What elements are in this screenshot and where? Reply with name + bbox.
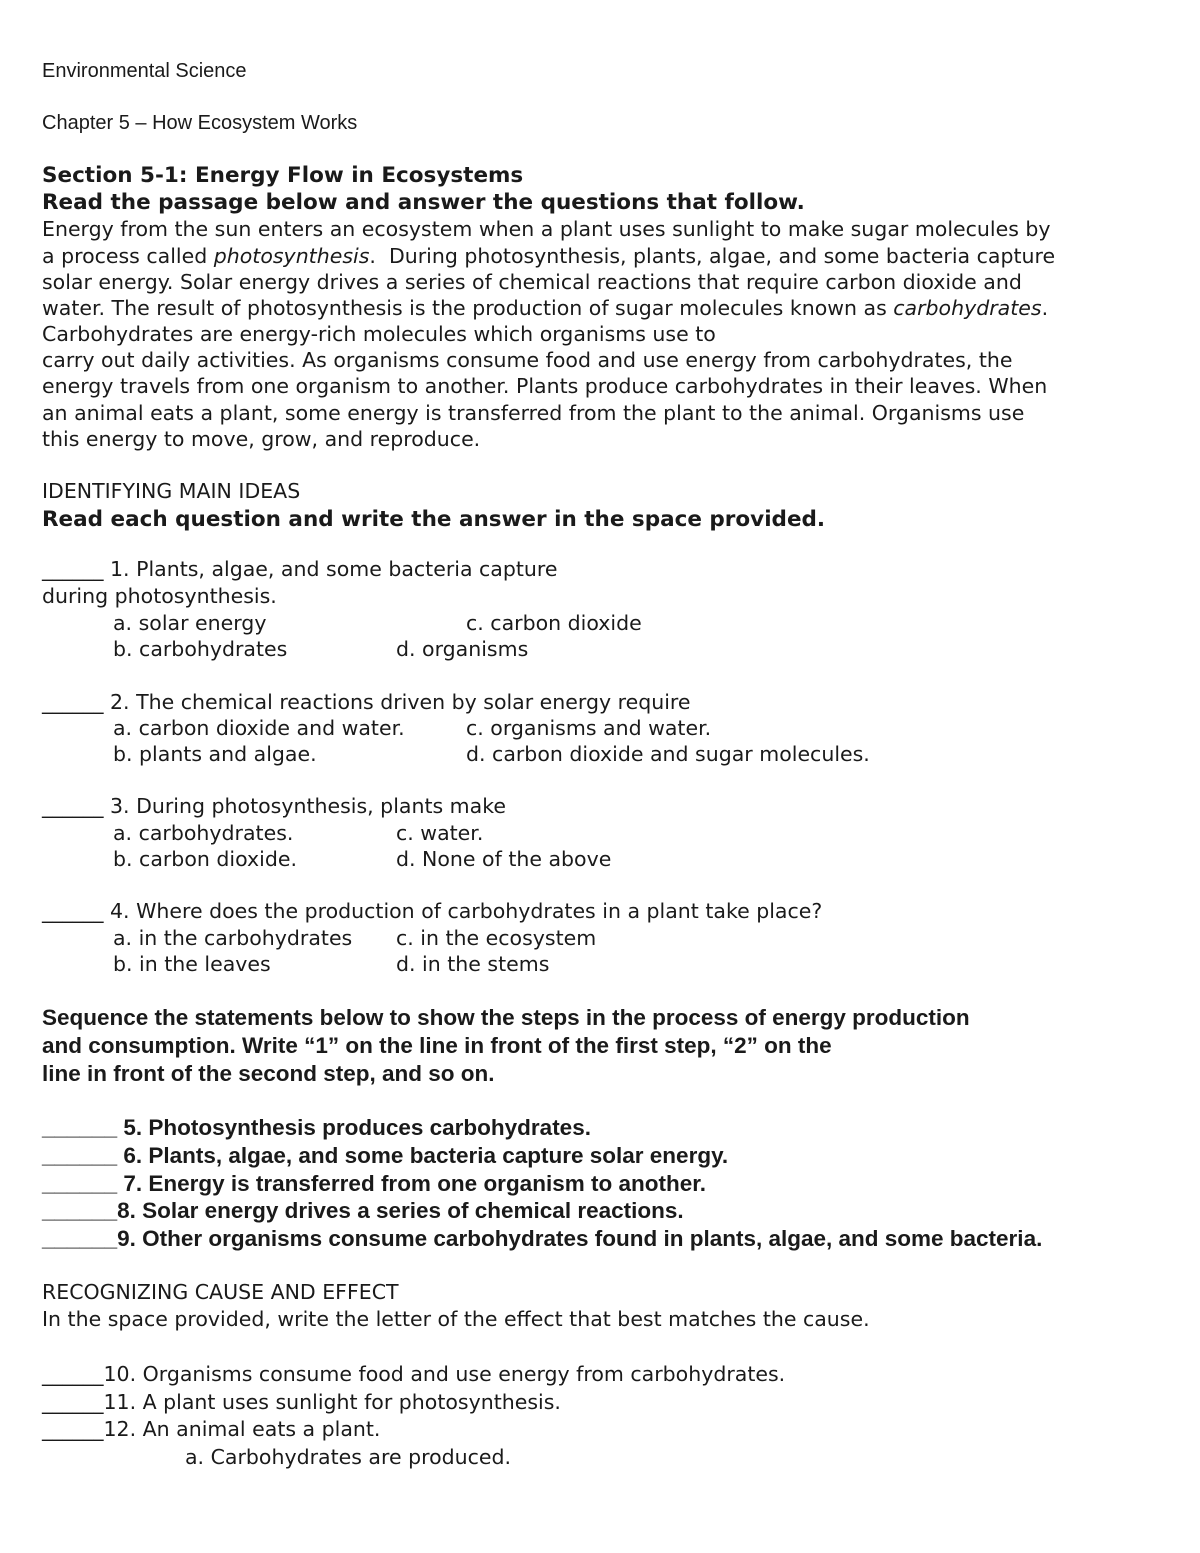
passage-line: an animal eats a plant, some energy is transferred from the plant to the animal. Organisms use [42, 401, 1025, 425]
section-title: Section 5-1: Energy Flow in Ecosystems [42, 163, 524, 188]
question-4-stem: ______ 4. Where does the production of carbohydrates in a plant take place? [42, 899, 823, 923]
passage-text: water. The result of photosynthesis is the production of sugar molecules known as [42, 296, 894, 320]
sequence-item-8: ______8. Solar energy drives a series of chemical reactions. [42, 1198, 684, 1223]
passage-line: carry out daily activities. As organisms consume food and use energy from carbohydrates, the [42, 348, 1013, 372]
question-2-option-d: d. carbon dioxide and sugar molecules. [466, 742, 870, 766]
question-1-option-b: b. carbohydrates [113, 637, 288, 661]
sequence-item-5: ______ 5. Photosynthesis produces carbohydrates. [42, 1115, 591, 1140]
question-4-option-d: d. in the stems [396, 952, 550, 976]
passage-text: a process called [42, 244, 214, 268]
sequence-instruction: Sequence the statements below to show the steps in the process of energy production [42, 1005, 970, 1030]
question-1-option-d: d. organisms [396, 637, 529, 661]
question-2-option-b: b. plants and algae. [113, 742, 317, 766]
passage-text: . During photosynthesis, plants, algae, and some bacteria capture [369, 244, 1056, 268]
sequence-item-9: ______9. Other organisms consume carbohydrates found in plants, algae, and some bacteria. [42, 1226, 1043, 1251]
cause-effect-heading: RECOGNIZING CAUSE AND EFFECT [42, 1280, 399, 1304]
effect-option-a: a. Carbohydrates are produced. [185, 1445, 512, 1469]
question-4-option-b: b. in the leaves [113, 952, 271, 976]
question-2-stem: ______ 2. The chemical reactions driven by solar energy require [42, 690, 691, 714]
sequence-instruction: line in front of the second step, and so on. [42, 1061, 495, 1086]
question-1-stem-continued: during photosynthesis. [42, 584, 277, 608]
question-1-option-a: a. solar energy [113, 611, 267, 635]
cause-item-10: ______10. Organisms consume food and use energy from carbohydrates. [42, 1362, 786, 1386]
question-3-option-c: c. water. [396, 821, 484, 845]
question-3-option-a: a. carbohydrates. [113, 821, 294, 845]
question-4-option-a: a. in the carbohydrates [113, 926, 353, 950]
cause-effect-instruction: In the space provided, write the letter of the effect that best matches the cause. [42, 1307, 870, 1331]
question-3-stem: ______ 3. During photosynthesis, plants make [42, 794, 506, 818]
sequence-instruction: and consumption. Write “1” on the line in front of the first step, “2” on the [42, 1033, 832, 1058]
section-instruction: Read the passage below and answer the questions that follow. [42, 190, 805, 215]
question-3-option-b: b. carbon dioxide. [113, 847, 297, 871]
cause-item-12: ______12. An animal eats a plant. [42, 1417, 381, 1441]
question-2-option-a: a. carbon dioxide and water. [113, 716, 405, 740]
term-carbohydrates: carbohydrates [893, 296, 1042, 320]
sequence-item-6: ______ 6. Plants, algae, and some bacteria capture solar energy. [42, 1143, 729, 1168]
question-2-option-c: c. organisms and water. [466, 716, 712, 740]
question-3-option-d: d. None of the above [396, 847, 612, 871]
question-1-option-c: c. carbon dioxide [466, 611, 642, 635]
passage-line [42, 295, 1048, 322]
subject-heading: Environmental Science [42, 60, 247, 82]
main-ideas-heading: IDENTIFYING MAIN IDEAS [42, 479, 301, 503]
term-photosynthesis: photosynthesis [213, 244, 370, 268]
main-ideas-instruction: Read each question and write the answer in the space provided. [42, 507, 826, 532]
passage-line: energy travels from one organism to another. Plants produce carbohydrates in their leaves. When [42, 374, 1048, 398]
question-4-option-c: c. in the ecosystem [396, 926, 597, 950]
cause-item-11: ______11. A plant uses sunlight for photosynthesis. [42, 1390, 561, 1414]
passage-line [42, 243, 1055, 270]
question-1-stem: ______ 1. Plants, algae, and some bacteria capture [42, 557, 558, 581]
passage-line: solar energy. Solar energy drives a series of chemical reactions that require carbon dioxide and [42, 270, 1022, 294]
passage-line: Energy from the sun enters an ecosystem when a plant uses sunlight to make sugar molecules by [42, 217, 1051, 241]
sequence-item-7: ______ 7. Energy is transferred from one organism to another. [42, 1171, 706, 1196]
passage-text: . [1041, 296, 1049, 320]
passage-line: Carbohydrates are energy-rich molecules which organisms use to [42, 322, 716, 346]
chapter-heading: Chapter 5 – How Ecosystem Works [42, 112, 358, 134]
passage-line: this energy to move, grow, and reproduce. [42, 427, 481, 451]
